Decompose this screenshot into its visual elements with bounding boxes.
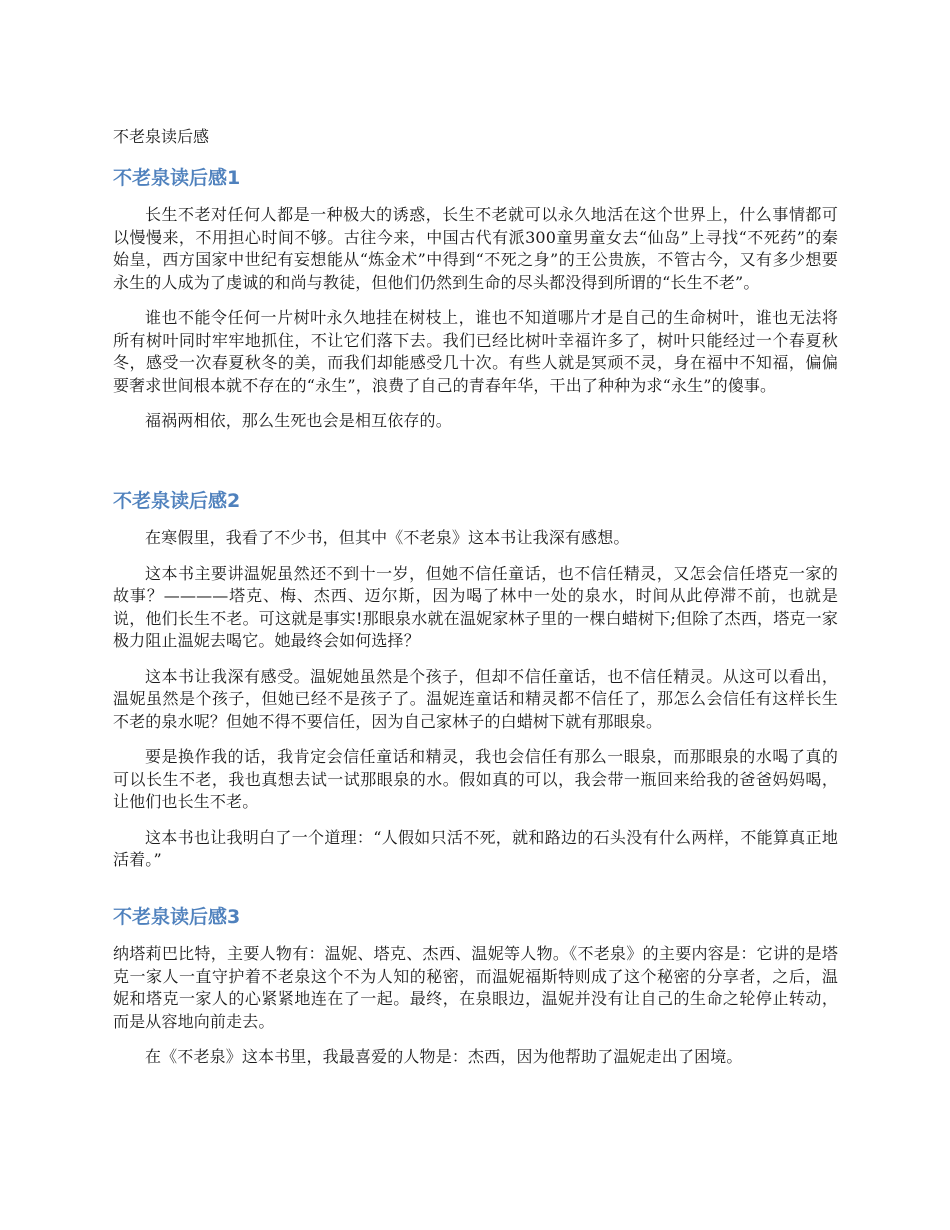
section-heading-3: 不老泉读后感3 (113, 906, 241, 928)
section-2 (113, 488, 838, 872)
section-1-paragraph-2: 谁也不能令任何一片树叶永久地挂在树枝上，谁也不知道哪片才是自己的生命树叶，谁也无法将所有树叶同时牢牢地抓住，不让它们落下去。我们已经比树叶幸福许多了，树叶只能经过一个春夏秋冬，感受一次春夏秋冬的美，而我们却能感受几十次。有些人就是冥顽不灵，身在福中不知福，偏偏要奢求世间根本就不存在的“永生”，浪费了自己的青春年华，干出了种种为求“永生”的傻事。 (113, 308, 838, 395)
section-2-paragraph-5: 这本书也让我明白了一个道理：“人假如只活不死，就和路边的石头没有什么两样，不能算真正地活着。” (113, 827, 838, 869)
section-3 (113, 904, 838, 1069)
section-heading-2: 不老泉读后感2 (113, 490, 241, 512)
section-2-paragraph-3: 这本书让我深有感受。温妮她虽然是个孩子，但却不信任童话，也不信任精灵。从这可以看出，温妮虽然是个孩子，但她已经不是孩子了。温妮连童话和精灵都不信任了，那怎么会信任有这样长生不老的泉水呢？但她不得不要信任，因为自己家林子的白蜡树下就有那眼泉。 (113, 666, 838, 731)
section-2-paragraph-2: 这本书主要讲温妮虽然还不到十一岁，但她不信任童话，也不信任精灵，又怎会信任塔克一家的故事？————塔克、梅、杰西、迈尔斯，因为喝了林中一处的泉水，时间从此停滞不前，也就是说，他们长生不老。可这就是事实!那眼泉水就在温妮家林子里的一棵白蜡树下;但除了杰西，塔克一家极力阻止温妮去喝它。她最终会如何选择？ (113, 563, 838, 650)
section-heading-1: 不老泉读后感1 (113, 167, 241, 189)
section-1-paragraph-3: 福祸两相依，那么生死也会是相互依存的。 (145, 411, 452, 430)
section-3-paragraph-1: 纳塔莉巴比特，主要人物有：温妮、塔克、杰西、温妮等人物。《不老泉》的主要内容是：它讲的是塔克一家人一直守护着不老泉这个不为人知的秘密，而温妮福斯特则成了这个秘密的分享者，之后，温妮和塔克一家人的心紧紧地连在了一起。最终，在泉眼边，温妮并没有让自己的生命之轮停止转动，而是从容地向前走去。 (113, 944, 838, 1031)
section-2-paragraph-4: 要是换作我的话，我肯定会信任童话和精灵，我也会信任有那么一眼泉，而那眼泉的水喝了真的可以长生不老，我也真想去试一试那眼泉的水。假如真的可以，我会带一瓶回来给我的爸爸妈妈喝，让他们也长生不老。 (113, 747, 838, 811)
section-1 (113, 165, 838, 433)
section-1-paragraph-1: 长生不老对任何人都是一种极大的诱惑，长生不老就可以永久地活在这个世界上，什么事情都可以慢慢来，不用担心时间不够。古往今来，中国古代有派300童男童女去“仙岛”上寻找“不死药”的秦始皇，西方国家中世纪有妄想能从“炼金术”中得到“不死之身”的王公贵族，不管古今，又有多少想要永生的人成为了虔诚的和尚与教徒，但他们仍然到生命的尽头都没得到所谓的“长生不老”。 (113, 205, 838, 292)
section-3-paragraph-2: 在《不老泉》这本书里，我最喜爱的人物是：杰西，因为他帮助了温妮走出了困境。 (145, 1047, 743, 1066)
document-title: 不老泉读后感 (113, 127, 210, 146)
section-2-paragraph-1: 在寒假里，我看了不少书，但其中《不老泉》这本书让我深有感想。 (145, 528, 630, 547)
